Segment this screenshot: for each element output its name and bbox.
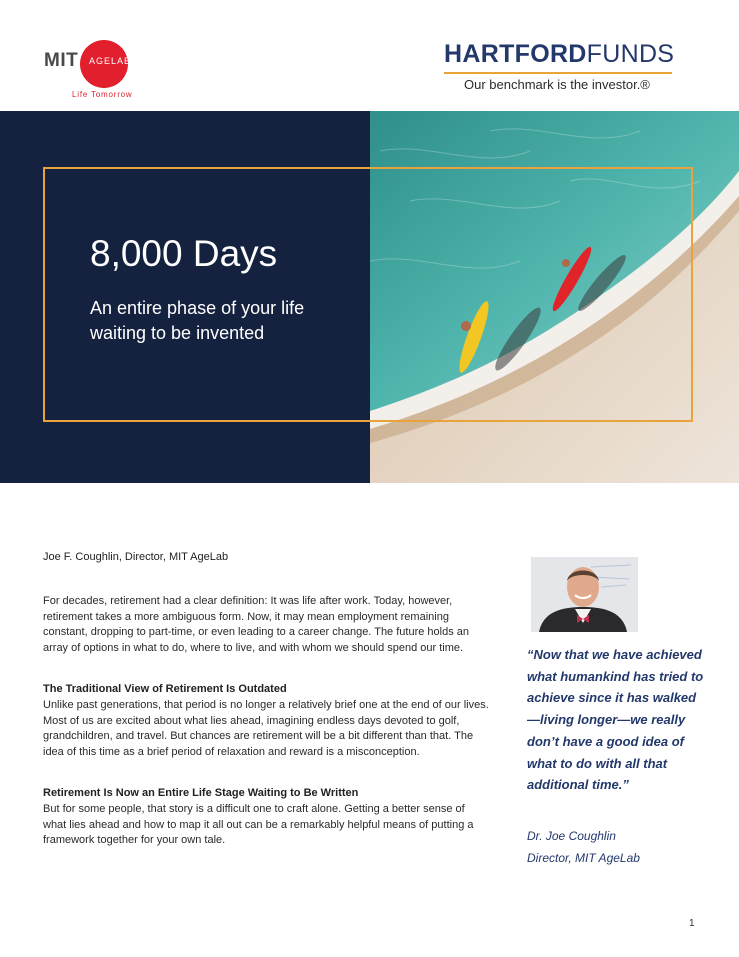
coughlin-portrait-photo xyxy=(531,557,638,632)
quote-attribution-name: Dr. Joe Coughlin xyxy=(527,829,616,843)
hartford-logo-rule xyxy=(444,72,672,74)
mit-logo-text: MIT xyxy=(44,50,79,71)
hartford-logo-name xyxy=(444,40,674,69)
mit-logo-tagline: Life Tomorrow xyxy=(72,90,133,99)
pull-quote: “Now that we have achieved what humankind has tried to achieve since it has walked—living longer—we really don’t have a good idea of what to do with all that additional time.” xyxy=(527,647,704,793)
intro-paragraph: For decades, retirement had a clear definition: It was life after work. Today, however, retirement takes a more ambiguous form. Now, it may mean employment remaining constant, dropping to part-time, or even leading to a career change. The future holds an array of options in what to do, where to live, and with whom we should spend our time. xyxy=(43,595,470,654)
section-paragraph: Unlike past generations, that period is no longer a relatively brief one at the end of our lives. Most of us are excited about what lies ahead, imagining endless days devoted to golf, grandchildren, and travel. But chances are retirement will be a bit different than that. The idea of this time as a brief period of relaxation and reward is a misconception. xyxy=(43,699,489,758)
hartford-funds-logo xyxy=(444,40,676,96)
hero-banner xyxy=(0,111,739,483)
quote-attribution-role: Director, MIT AgeLab xyxy=(527,851,640,865)
agelab-logo-text: AGELAB xyxy=(88,56,132,66)
article-author: Joe F. Coughlin, Director, MIT AgeLab xyxy=(43,551,229,563)
section-heading: The Traditional View of Retirement Is Outdated xyxy=(43,683,287,695)
section-paragraph: But for some people, that story is a difficult one to craft alone. Getting a better sense of what lies ahead and how to map it all out can be a remarkably helpful means of putting a framework together for your own tale. xyxy=(43,803,474,846)
hero-title: 8,000 Days xyxy=(90,233,278,274)
hero-subtitle: An entire phase of your life waiting to be invented xyxy=(90,298,305,343)
hartford-logo-bold: HARTFORD xyxy=(444,40,587,68)
section-heading: Retirement Is Now an Entire Life Stage Waiting to Be Written xyxy=(43,787,359,799)
hartford-logo-light: FUNDS xyxy=(586,40,675,68)
hartford-logo-tagline: Our benchmark is the investor.® xyxy=(464,77,650,92)
mit-agelab-logo xyxy=(40,36,150,102)
page-number: 1 xyxy=(689,918,695,929)
hero-gold-frame xyxy=(43,167,693,422)
